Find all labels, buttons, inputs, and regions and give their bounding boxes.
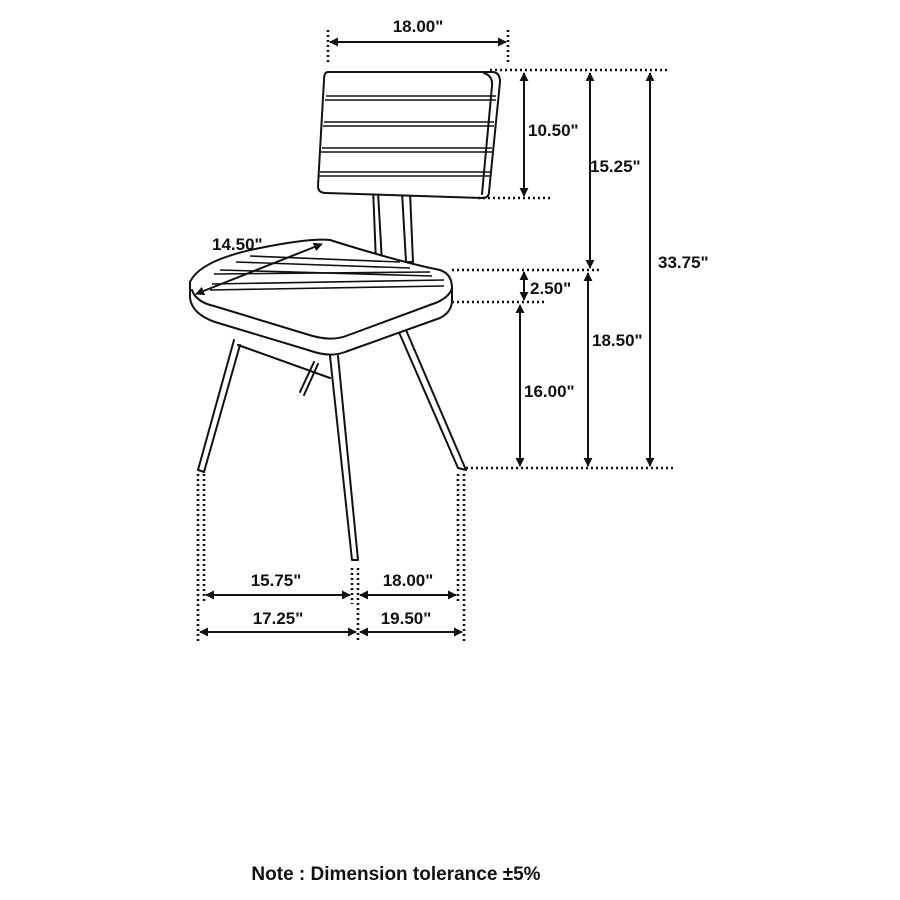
label-seat-height: 18.50": [592, 331, 643, 350]
tolerance-note: Note : Dimension tolerance ±5%: [251, 864, 541, 885]
label-back-width: 18.00": [392, 17, 444, 36]
front-leg-center: [330, 356, 358, 560]
label-overall-height: 33.75": [658, 253, 709, 272]
label-back-height: 10.50": [528, 121, 579, 140]
chair-drawing: [190, 72, 500, 560]
label-seat-thickness: 2.50": [530, 279, 572, 298]
backrest: [318, 72, 500, 198]
label-seat-depth: 14.50": [212, 235, 263, 254]
label-leg-outer-left: 17.25": [252, 609, 304, 628]
label-leg-outer-right: 19.50": [380, 609, 432, 628]
rear-leg-right: [398, 330, 466, 470]
label-back-to-seat: 15.25": [590, 157, 641, 176]
label-leg-inner-right: 18.00": [382, 571, 434, 590]
front-leg-left: [198, 340, 240, 472]
label-leg-inner-left: 15.75": [250, 571, 302, 590]
label-under-seat-clearance: 16.00": [524, 382, 575, 401]
